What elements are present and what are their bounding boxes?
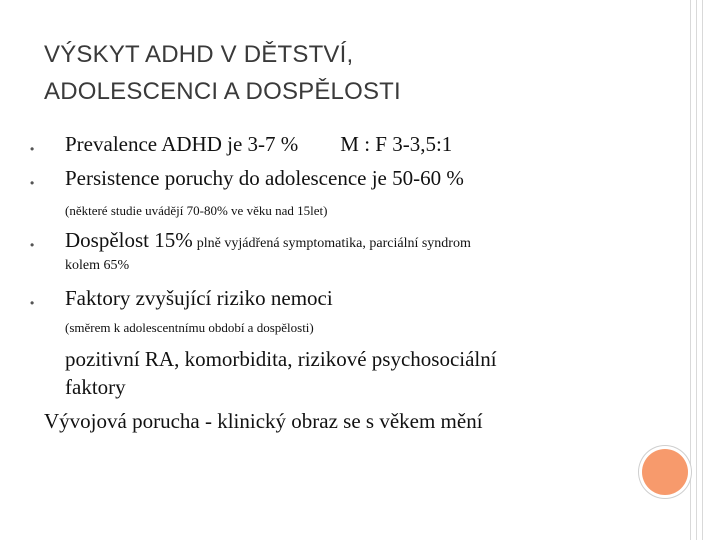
bullet-icon: • [30, 176, 35, 190]
factors-line-1: pozitivní RA, komorbidita, rizikové psychosociální [65, 347, 497, 371]
prevalence-text: Prevalence ADHD je 3-7 % [65, 132, 299, 156]
factors-line-2: faktory [65, 375, 126, 399]
decorative-frame-line [696, 0, 697, 540]
bullet-icon: • [30, 296, 35, 310]
adulthood-main: Dospělost 15% [65, 228, 193, 252]
adulthood-detail: plně vyjádřená symptomatika, parciální syndrom [196, 236, 471, 251]
bullet-persistence: Persistence poruchy do adolescence je 50-60 % [65, 166, 464, 190]
decorative-frame-line [702, 0, 703, 540]
decorative-frame-line [690, 0, 691, 540]
persistence-note: (některé studie uvádějí 70-80% ve věku nad 15let) [65, 203, 328, 218]
sex-ratio-text: M : F 3-3,5:1 [340, 132, 453, 156]
decorative-circle [642, 449, 688, 495]
bullet-icon: • [30, 238, 35, 252]
title-line-1: VÝSKYT ADHD V DĚTSTVÍ, [44, 41, 354, 68]
bullet-adulthood [65, 228, 471, 253]
adulthood-continuation: kolem 65% [65, 258, 130, 273]
title-line-2: ADOLESCENCI A DOSPĚLOSTI [44, 78, 401, 105]
slide-title [44, 36, 644, 110]
bullet-risk-factors: Faktory zvyšující riziko nemoci [65, 286, 333, 310]
bullet-icon: • [30, 142, 35, 156]
bullet-prevalence [65, 132, 452, 157]
closing-statement: Vývojová porucha - klinický obraz se s věkem mění [44, 409, 483, 433]
risk-factors-note: (směrem k adolescentnímu období a dospělosti) [65, 320, 314, 335]
